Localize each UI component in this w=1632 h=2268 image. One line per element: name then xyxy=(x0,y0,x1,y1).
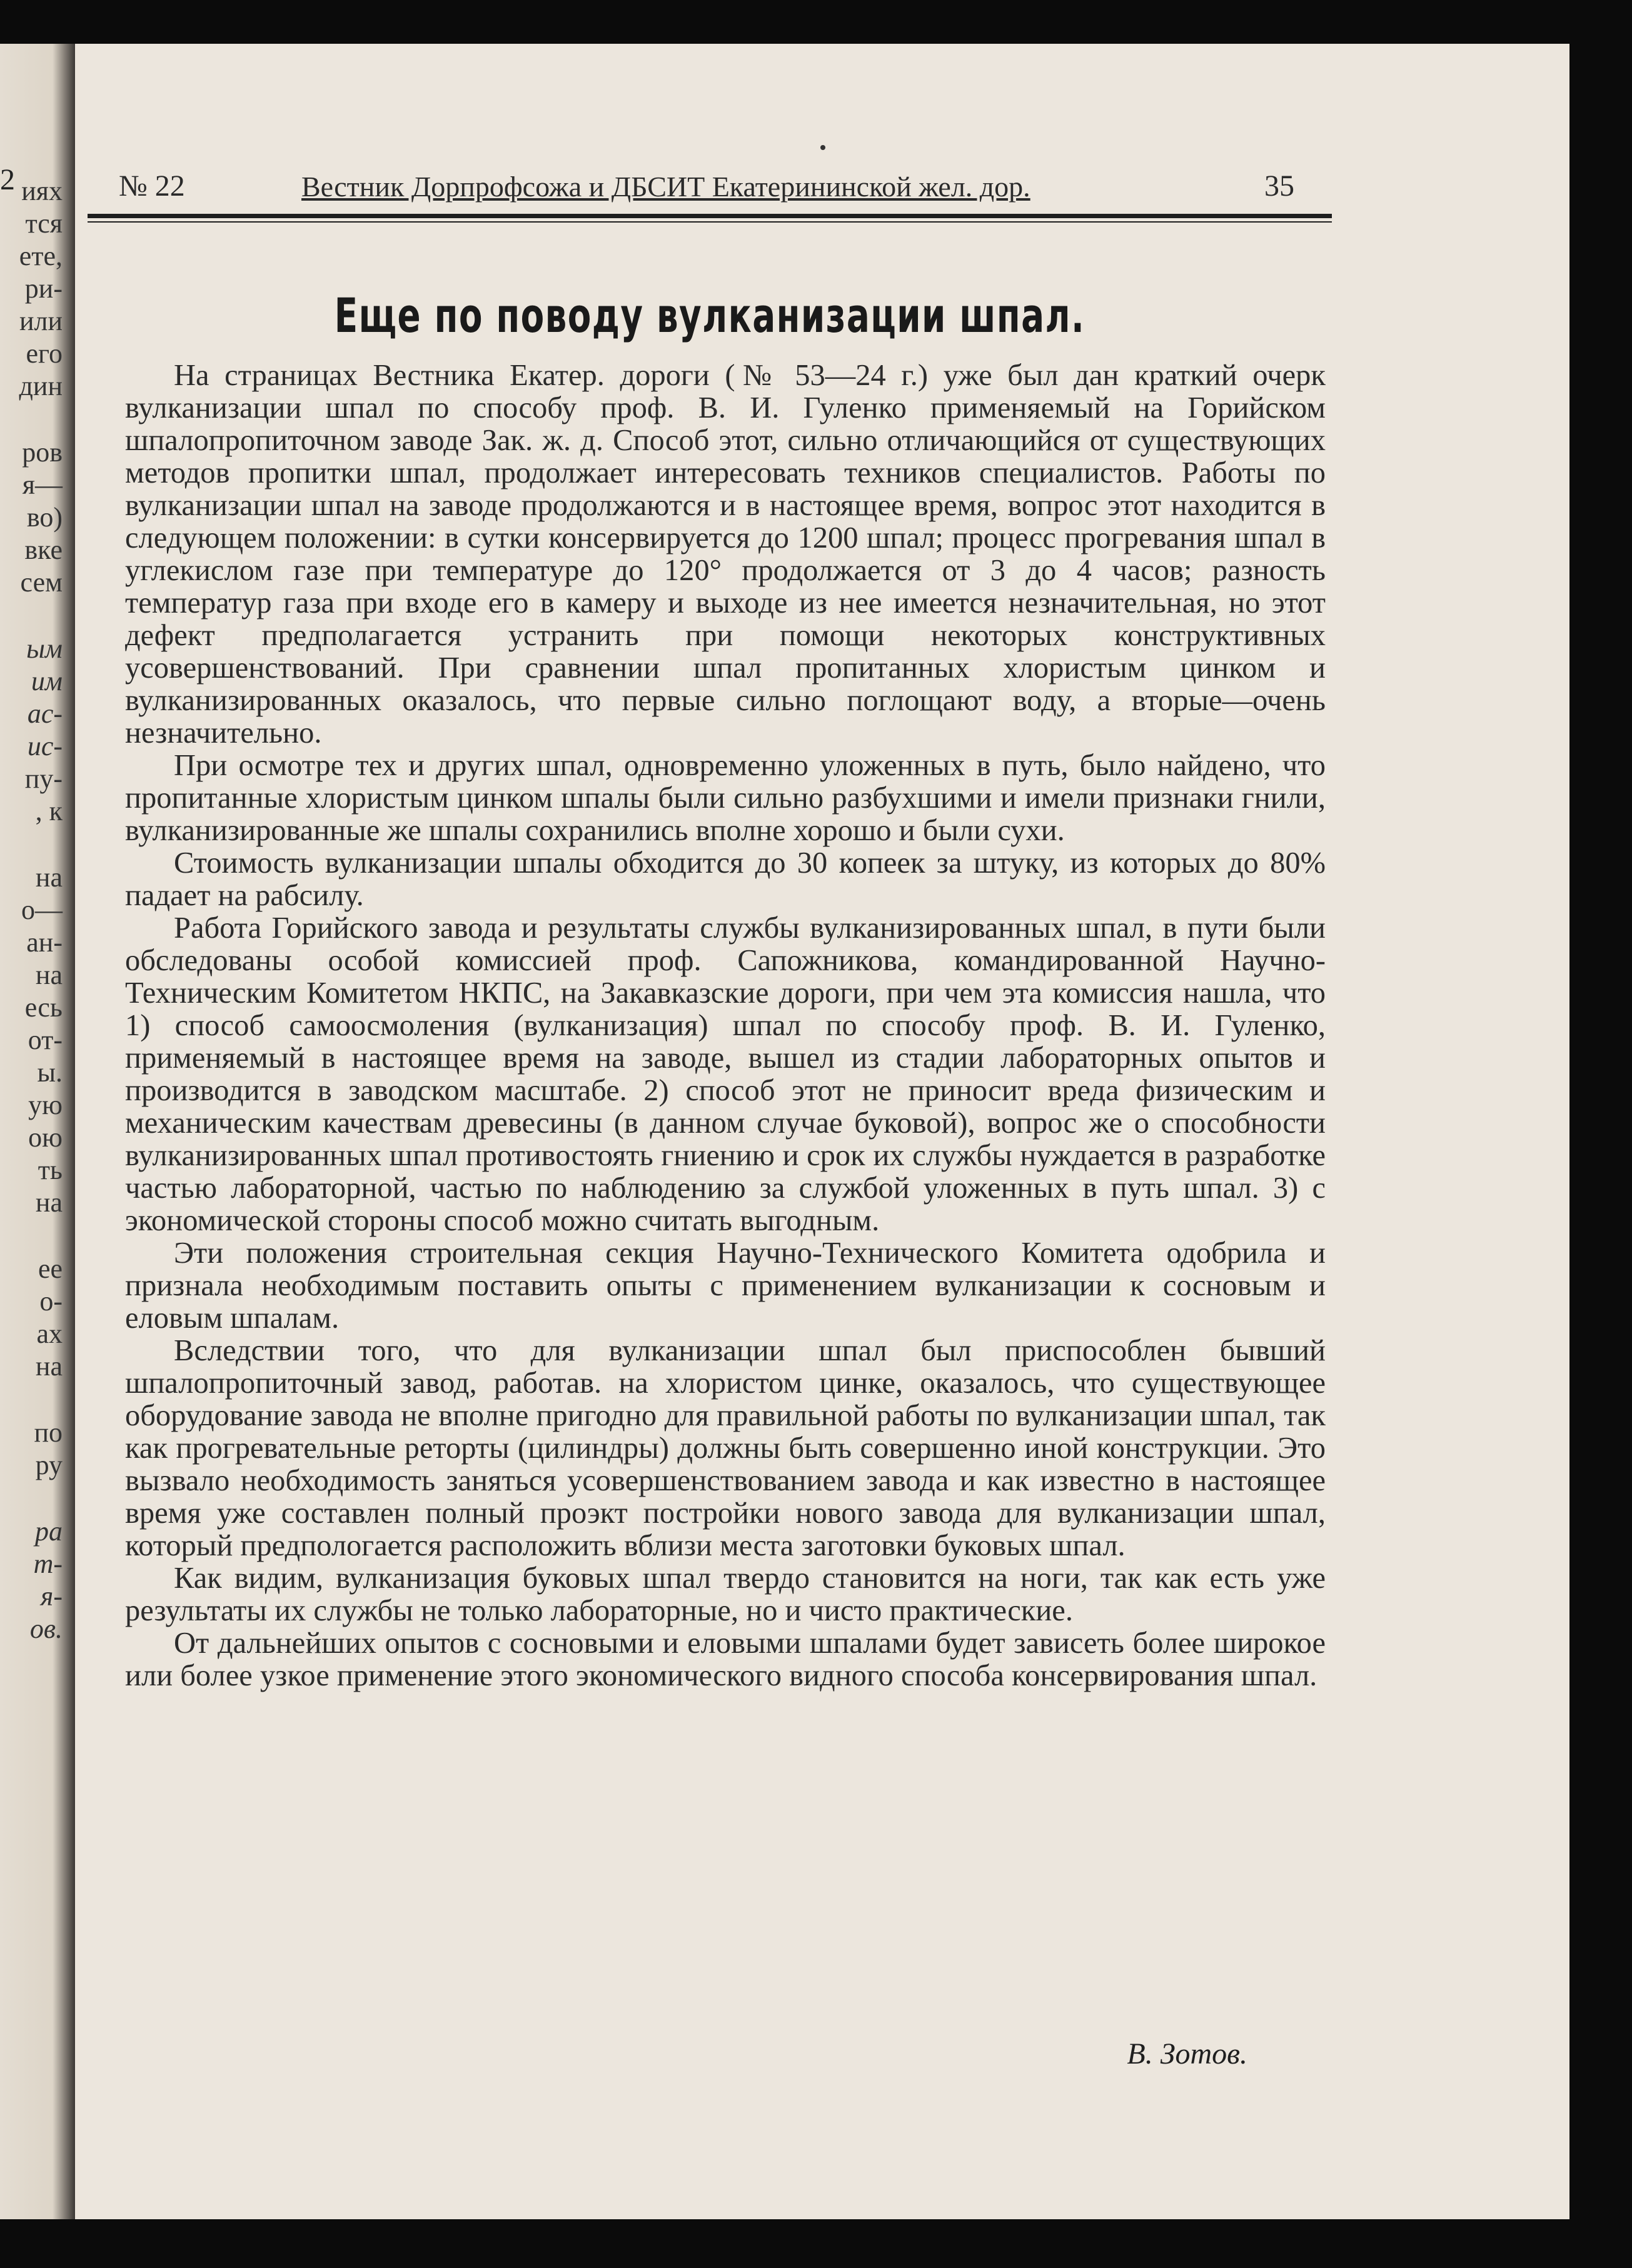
paragraph: На страницах Вестника Екатер. дороги (№ 53—24 г.) уже был дан краткий очерк вулканизации шпал по способу проф. В. И. Гуленко применяемый на Горийском шпалопропиточном заводе Зак. ж. д. Способ этот, сильно отличающийся от существующих методов пропитки шпал, продолжает интересовать техников специалистов. Работы по вулканизации шпал на заводе продолжаются и в настоящее время, вопрос этот находится в следующем положении: в сутки консервируется до 1200 шпал; процесс прогревания шпал в углекислом газе при температуре до 120° продолжается от 3 до 4 часов; разность температур газа при входе его в камеру и выходе из нее имеется незначительная, но этот дефект предполагается устранить при помощи некоторых конструктивных усовершенствований. При сравнении шпал пропитанных хлористым цинком и вулканизированных оказалось, что первые сильно поглощают воду, а вторые—очень незначительно. xyxy=(125,359,1326,750)
paragraph: Вследствии того, что для вулканизации шпал был приспособлен бывший шпалопропиточный завод, работав. на хлористом цинке, оказалось, что существующее оборудование завода не вполне пригодно для правильной работы по вулканизации шпал, так как прогревательные реторты (цилиндры) должны быть совершенно иной конструкции. Это вызвало необходимость заняться усовершенствованием завода и как известно в настоящее время уже составлен полный проэкт постройки нового завода для вулканизации шпал, который предпологается расположить вблизи места заготовки буковых шпал. xyxy=(125,1334,1326,1562)
fragment-text: т- xyxy=(33,1548,63,1579)
fragment-text: ть xyxy=(38,1155,63,1185)
fragment-text xyxy=(0,828,63,861)
fragment-text: о- xyxy=(39,1286,63,1317)
journal-title: Вестник Дорпрофсожа и ДБСИТ Екатерининской жел. дор. xyxy=(301,171,1030,203)
previous-page-fragments xyxy=(0,175,63,1645)
fragment-text: ее xyxy=(38,1253,63,1284)
author-signature: В. Зотов. xyxy=(1127,2037,1247,2070)
paragraph: Работа Горийского завода и результаты службы вулканизированных шпал, в пути были обследованы особой комиссией проф. Сапожникова, командированной Научно-Техническим Комитетом НКПС, на Закавказские дороги, при чем эта комиссия нашла, что 1) способ самоосмоления (вулканизация) шпал по способу проф. В. И. Гуленко, применяемый в настоящее время на заводе, вышел из стадии лабораторных опытов и производится в заводском масштабе. 2) способ этот не приносит вреда физическим и механическим качествам древесины (в данном случае буковой), вопрос же о способности вулканизированных шпал противостоять гниению и срок их службы нуждается в разработке частью лабораторной, частью по наблюдению за службой уложенных в путь шпал. 3) с экономической стороны способ можно считать выгодным. xyxy=(125,911,1326,1237)
page-number: 35 xyxy=(1264,169,1294,203)
fragment-text: им xyxy=(31,666,63,696)
fragment-text: ою xyxy=(28,1122,63,1153)
paragraph: Как видим, вулканизация буковых шпал твердо становится на ноги, так как есть уже результаты их службы не только лабораторные, но и чисто практические. xyxy=(125,1562,1326,1627)
fragment-text: ан- xyxy=(26,927,63,958)
fragment-text: от- xyxy=(28,1025,63,1055)
paragraph: При осмотре тех и других шпал, одновременно уложенных в путь, было найдено, что пропитанные хлористым цинком шпалы были сильно разбухшими и имели признаки гнили, вулканизированные же шпалы сохранились вполне хорошо и были сухи. xyxy=(125,749,1326,847)
fragment-text: ую xyxy=(28,1090,63,1120)
fragment-text xyxy=(0,403,63,436)
fragment-text: сем xyxy=(20,567,63,598)
paragraph: Стоимость вулканизации шпалы обходится до 30 копеек за штуку, из которых до 80% падает на рабсилу. xyxy=(125,846,1326,912)
fragment-text: иях xyxy=(21,176,63,206)
paragraph: Эти положения строительная секция Научно-Технического Комитета одобрила и признала необходимым поставить опыты с применением вулканизации к сосновым и еловым шпалам. xyxy=(125,1237,1326,1335)
fragment-text: ру xyxy=(35,1450,63,1480)
previous-page-number: 2 xyxy=(0,163,15,196)
header-rule-thick xyxy=(88,214,1332,218)
fragment-text: во) xyxy=(26,502,63,533)
fragment-text: ов. xyxy=(29,1613,63,1644)
scanned-page xyxy=(0,44,1569,2219)
fragment-text: на xyxy=(35,1187,63,1218)
fragment-text: на xyxy=(35,960,63,990)
article-title: Еще по поводу вулканизации шпал. xyxy=(334,288,1085,343)
fragment-text: его xyxy=(26,338,63,369)
fragment-text xyxy=(0,1219,63,1253)
fragment-text: есь xyxy=(24,992,63,1023)
fragment-text: ете, xyxy=(19,241,63,271)
fragment-text: дин xyxy=(19,371,63,401)
fragment-text xyxy=(0,599,63,633)
article-body xyxy=(125,359,1326,1692)
fragment-text: тся xyxy=(25,208,63,239)
fragment-text: я- xyxy=(40,1581,63,1612)
fragment-text: на xyxy=(35,862,63,893)
fragment-text: ра xyxy=(35,1516,63,1547)
fragment-text: вке xyxy=(24,534,63,565)
fragment-text: о— xyxy=(21,895,63,925)
fragment-text: ах xyxy=(36,1318,63,1349)
fragment-text: на xyxy=(35,1351,63,1382)
fragment-text: пу- xyxy=(24,763,63,794)
paragraph: От дальнейших опытов с сосновыми и еловыми шпалами будет зависеть более широкое или более узкое применение этого экономического видного способа консервирования шпал. xyxy=(125,1627,1326,1692)
fragment-text: ас- xyxy=(27,698,63,729)
header-rule-thin xyxy=(88,221,1332,223)
fragment-text: ров xyxy=(22,437,63,468)
fragment-text: , к xyxy=(35,796,63,826)
running-header xyxy=(119,169,1332,213)
print-speck xyxy=(820,145,825,150)
fragment-text: ым xyxy=(26,633,63,664)
fragment-text: или xyxy=(19,306,63,336)
issue-number: № 22 xyxy=(119,169,185,203)
fragment-text xyxy=(0,1482,63,1515)
fragment-text: ы. xyxy=(37,1057,63,1088)
fragment-text: ис- xyxy=(27,731,63,761)
fragment-text: ри- xyxy=(24,273,63,304)
fragment-text xyxy=(0,1383,63,1417)
fragment-text: я— xyxy=(22,469,63,500)
fragment-text: по xyxy=(34,1417,63,1448)
